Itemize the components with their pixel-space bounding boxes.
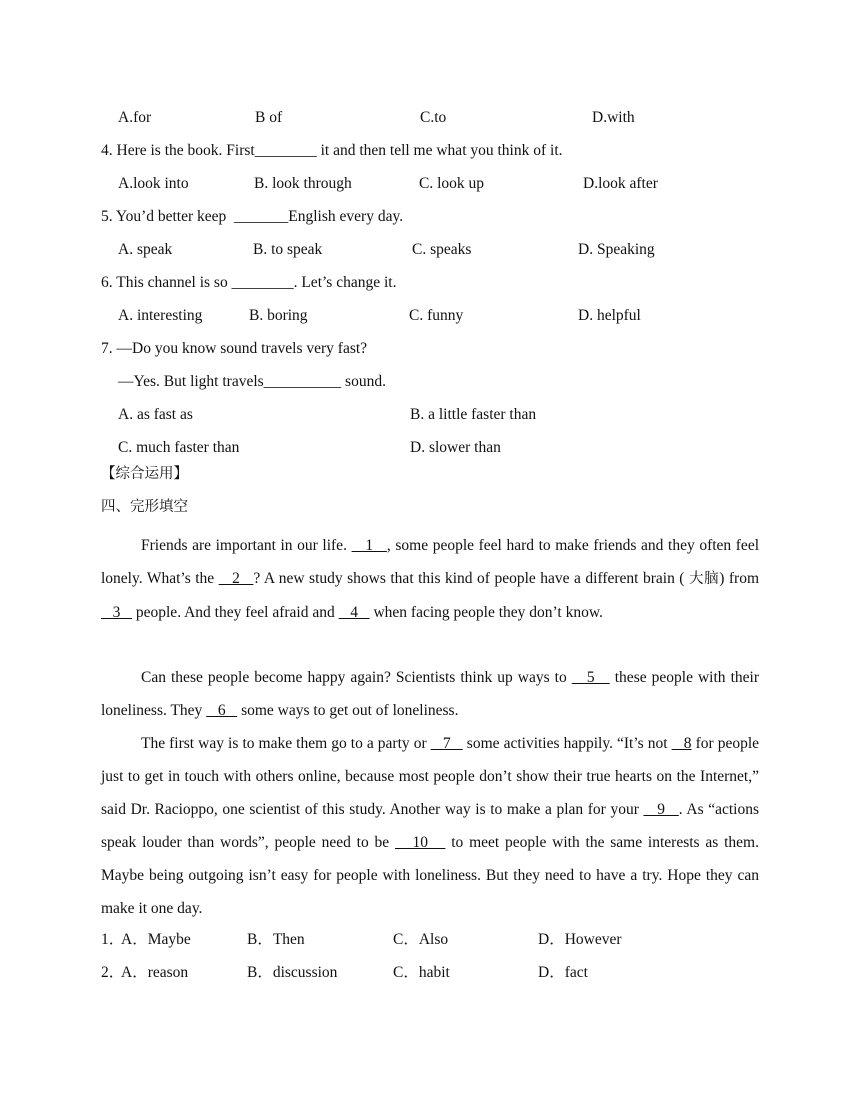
q6-stem: 6. This channel is so ________. Let’s change it.: [101, 274, 397, 291]
cloze-blank-1: 1: [351, 537, 387, 554]
q4-option-a: A.look into: [118, 175, 189, 192]
passage-text: Can these people become happy again? Scientists think up ways to: [141, 669, 572, 686]
q4-option-b: B. look through: [254, 175, 352, 192]
q5-option-a: A. speak: [118, 241, 173, 258]
q5-stem-before: 5. You’d better keep: [101, 208, 235, 225]
cloze-blank-10: 10: [395, 834, 446, 851]
cloze-q1-option-a: A．Maybe: [121, 931, 191, 948]
q3-option-d: D.with: [592, 109, 635, 126]
q6-option-c: C. funny: [409, 307, 464, 324]
passage-paragraph-3: [101, 727, 759, 925]
passage-text: . As “actions speak louder than words”, people need to be: [101, 801, 760, 851]
q5-blank: _______: [234, 208, 289, 225]
passage-text: people. And they feel afraid and: [132, 604, 339, 621]
q5-option-c: C. speaks: [412, 241, 472, 258]
q7-option-d: D. slower than: [410, 439, 501, 456]
passage-text: , some people feel hard to make friends and they often feel lonely. What’s the: [101, 537, 760, 587]
passage-text: ? A new study shows that this kind of people have a different brain (: [253, 570, 689, 587]
cloze-blank-8: 8: [671, 735, 692, 752]
passage-text: some ways to get out of loneliness.: [237, 702, 459, 719]
q7-line1: 7. —Do you know sound travels very fast?: [101, 340, 368, 357]
section-tag: 【综合运用】: [101, 466, 188, 482]
q4-stem-before: 4. Here is the book. First: [101, 142, 255, 159]
q5-option-d: D. Speaking: [578, 241, 655, 258]
passage-text: Friends are important in our life.: [141, 537, 352, 554]
passage-cjk-gloss: 大脑: [688, 571, 720, 587]
q6-option-b: B. boring: [249, 307, 308, 324]
cloze-q1-number: 1．: [101, 931, 125, 948]
q7-line2: —Yes. But light travels__________ sound.: [118, 373, 386, 390]
passage-paragraph-2: [101, 661, 759, 727]
passage-paragraph-1: [101, 529, 759, 629]
cloze-blank-2: 2: [218, 570, 254, 587]
q7-option-a: A. as fast as: [118, 406, 193, 423]
passage-text: ) from: [719, 570, 760, 587]
q7-option-b: B. a little faster than: [410, 406, 537, 423]
passage-text: when facing people they don’t know.: [369, 604, 603, 621]
cloze-q1-option-d: D．However: [538, 931, 622, 948]
passage-text: to meet people with the same interests as them. Maybe being outgoing isn’t easy for people with loneliness. But they need to have a try. Hope they can make it one day.: [101, 834, 759, 917]
passage-text: The first way is to make them go to a party or: [141, 735, 431, 752]
passage-text: for people just to get in touch with others online, because most people don’t show their true hearts on the Internet,” said Dr. Racioppo, one scientist of this study. Another way is to make a plan for your: [101, 735, 760, 818]
cloze-blank-7: 7: [430, 735, 463, 752]
q5-stem: [101, 207, 403, 227]
q7-option-c: C. much faster than: [118, 439, 240, 456]
q6-option-d: D. helpful: [578, 307, 641, 324]
cloze-q2-option-c: C．habit: [393, 964, 450, 981]
cloze-q1-option-b: B．Then: [247, 931, 305, 948]
q3-option-a: A.for: [118, 109, 152, 126]
cloze-blank-4: 4: [338, 604, 370, 621]
cloze-blank-6: 6: [206, 702, 238, 719]
cloze-q2-number: 2．: [101, 964, 125, 981]
q5-option-b: B. to speak: [253, 241, 323, 258]
q4-option-c: C. look up: [419, 175, 485, 192]
cloze-q2-option-b: B．discussion: [247, 964, 338, 981]
q4-stem-after: it and then tell me what you think of it.: [316, 142, 563, 159]
q4-blank: ________: [254, 142, 317, 159]
section-title: 四、完形填空: [101, 499, 188, 515]
passage-text: these people with their loneliness. They: [101, 669, 759, 719]
q3-option-b: B of: [255, 109, 283, 126]
q4-option-d: D.look after: [583, 175, 658, 192]
q3-option-c: C.to: [420, 109, 447, 126]
q5-stem-after: English every day.: [288, 208, 404, 225]
cloze-blank-3: 3: [101, 604, 132, 621]
cloze-q2-option-d: D．fact: [538, 964, 588, 981]
cloze-q2-option-a: A．reason: [121, 964, 189, 981]
cloze-blank-5: 5: [571, 669, 610, 686]
q6-option-a: A. interesting: [118, 307, 203, 324]
q4-stem: [101, 141, 563, 161]
passage-text: some activities happily. “It’s not: [462, 735, 672, 752]
cloze-q1-option-c: C．Also: [393, 931, 449, 948]
cloze-blank-9: 9: [643, 801, 679, 818]
